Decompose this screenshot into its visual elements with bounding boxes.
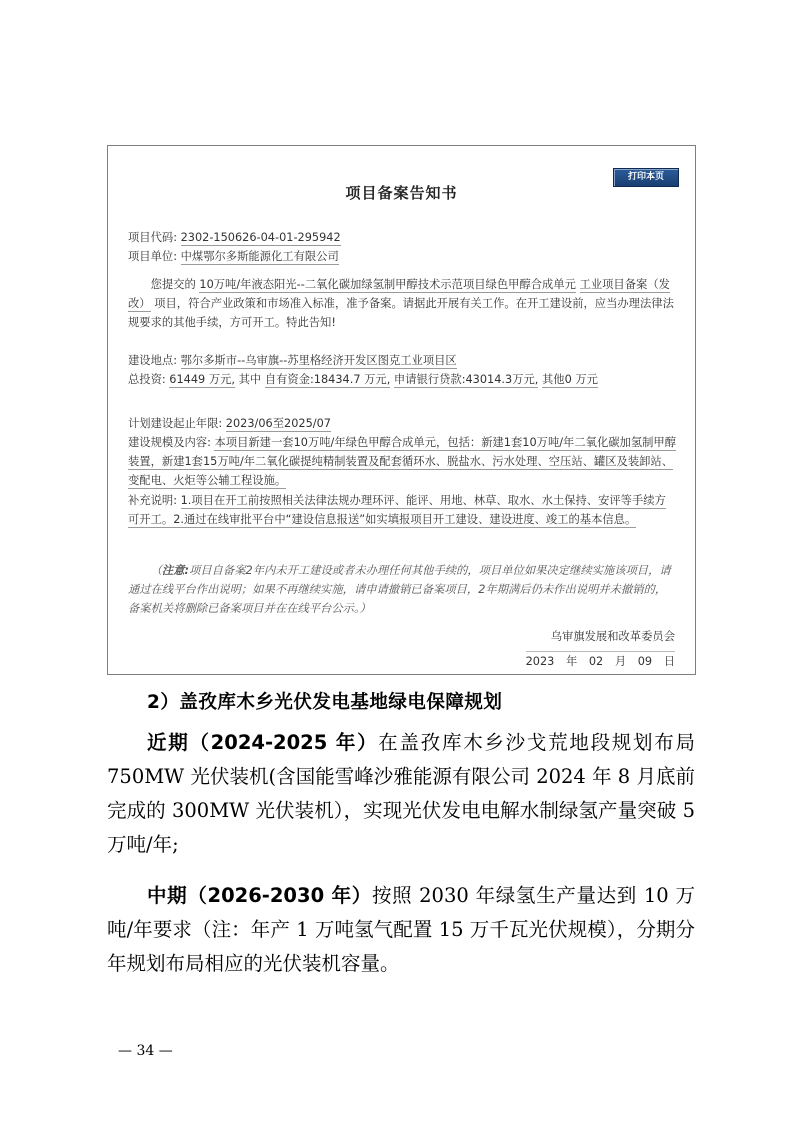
project-code-label: 项目代码:: [128, 231, 177, 244]
paragraph-mid-term: 中期（2026-2030 年）按照 2030 年绿氢生产量达到 10 万吨/年要求（注：年产 1 万吨氢气配置 15 万千瓦光伏规模），分期分年规划布局相应的光伏装机容量。: [107, 884, 696, 975]
supplement-value: 1.项目在开工前按照相关法律法规办理环评、能评、用地、林草、取水、水土保持、安评等手续方可开工。2.通过在线审批平台中“建设信息报送”如实填报项目开工建设、建设进度、竣工的基本信息。: [128, 494, 666, 526]
filing-notice-image: [107, 145, 696, 675]
project-code-row: [128, 228, 677, 247]
print-page-button[interactable]: 打印本页: [613, 168, 679, 187]
site-value: 鄂尔多斯市--乌审旗--苏里格经济开发区图克工业项目区: [180, 354, 457, 367]
investment-bank: 申请银行贷款:43014.3万元,: [393, 373, 539, 386]
project-code-value: 2302-150626-04-01-295942: [180, 231, 341, 244]
investment-row: 总投资: 61449 万元, 其中 自有资金:18434.7 万元, 申请银行贷款:43014.3万元, 其他0 万元: [128, 373, 598, 386]
near-term-lead: 近期（2024-2025 年）: [147, 731, 379, 754]
notice-title: 项目备案告知书: [345, 184, 458, 202]
period-row: 计划建设起止年限: 2023/06至2025/07: [128, 417, 331, 430]
scale-row: 建设规模及内容: 本项目新建一套10万吨/年绿色甲醇合成单元，包括：新建1套10万吨/年二氧化碳加氢制甲醇装置，新建1套15万吨/年二氧化碳提纯精制装置及配套循环水、脱盐水、污水处理、空压站、罐区及装卸站、变配电、火炬等公辅工程设施。: [128, 436, 677, 487]
paragraph-near-term: 近期（2024-2025 年）在盖孜库木乡沙戈荒地段规划布局 750MW 光伏装机(含国能雪峰沙雅能源有限公司 2024 年 8 月底前完成的 300MW 光伏装机），实现光伏发电电解水制绿氢产量突破 5 万吨/年;: [107, 731, 695, 856]
project-name: 10万吨/年液态阳光--二氧化碳加绿氢制甲醇技术示范项目绿色甲醇合成单元: [199, 278, 576, 291]
mid-term-lead: 中期（2026-2030 年）: [147, 884, 372, 907]
notice-caution: （注意:项目自备案2年内未开工建设或者未办理任何其他手续的，项目单位如果决定继续实施该项目，请通过在线平台作出说明；如果不再继续实施，请申请撤销已备案项目，2年期满后仍未作出说明并未撤销的，备案机关将删除已备案项目并在在线平台公示。）: [128, 564, 671, 615]
investment-own: 自有资金:18434.7 万元,: [264, 373, 391, 386]
issue-date: 2023 年 02 月 09 日: [526, 651, 675, 669]
investment-other: 其他0 万元: [542, 373, 598, 386]
notice-body: 您提交的 10万吨/年液态阳光--二氧化碳加绿氢制甲醇技术示范项目绿色甲醇合成单元 工业项目备案（发改） 项目，符合产业政策和市场准入标准，准予备案。请据此开展有关工作。在开工建设前，应当办理法律法规要求的其他手续，方可开工。特此告知!: [128, 278, 674, 329]
scale-value: 本项目新建一套10万吨/年绿色甲醇合成单元，包括：新建1套10万吨/年二氧化碳加氢制甲醇装置，新建1套15万吨/年二氧化碳提纯精制装置及配套循环水、脱盐水、污水处理、空压站、罐区及装卸站、变配电、火炬等公辅工程设施。: [128, 436, 677, 487]
site-row: 建设地点: 鄂尔多斯市--乌审旗--苏里格经济开发区图克工业项目区: [128, 354, 457, 367]
period-value: 2023/06至2025/07: [225, 417, 331, 430]
investment-total: 61449 万元,: [169, 373, 236, 386]
supplement-row: 补充说明: 1.项目在开工前按照相关法律法规办理环评、能评、用地、林草、取水、水土保持、安评等手续方可开工。2.通过在线审批平台中“建设信息报送”如实填报项目开工建设、建设进度、竣工的基本信息。: [128, 494, 666, 526]
page-number: — 34 —: [118, 1043, 173, 1059]
project-unit-row: [128, 247, 677, 266]
project-unit-label: 项目单位:: [128, 250, 177, 263]
project-unit-value: 中煤鄂尔多斯能源化工有限公司: [180, 250, 339, 263]
section-heading: 2）盖孜库木乡光伏发电基地绿电保障规划: [147, 692, 503, 713]
issuing-authority: 乌审旗发展和改革委员会: [550, 630, 675, 643]
